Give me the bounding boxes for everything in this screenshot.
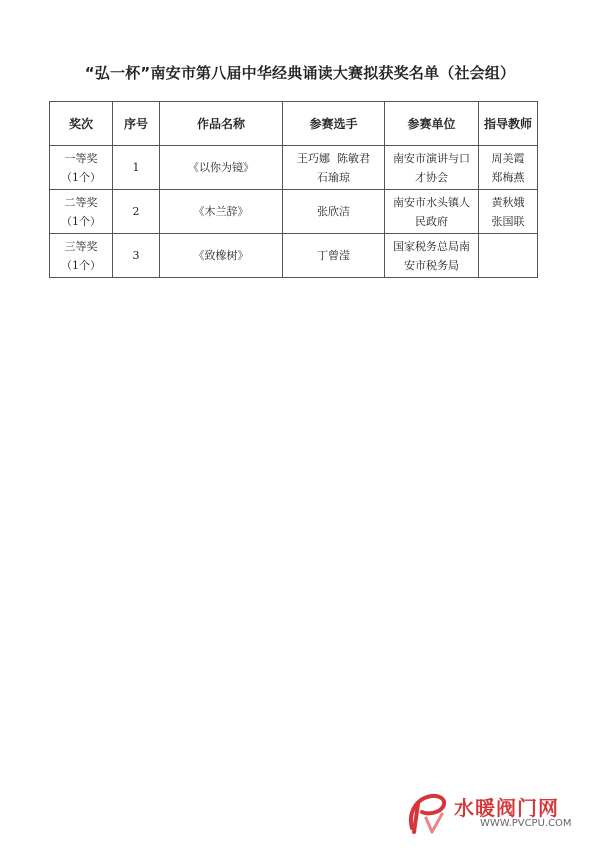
unit-line: 南安市演讲与口 [393,151,470,165]
site-watermark [402,788,592,840]
award-cell [50,146,113,190]
players-line: 石瑜琼 [317,170,350,184]
award-count: （1个） [61,214,101,228]
teacher-cell [479,146,538,190]
header-number: 序号 [113,102,160,146]
watermark-brand: 水暖阀门网 [454,796,559,820]
document-title: “弘一杯”南安市第八届中华经典诵读大赛拟获奖名单（社会组） [84,64,516,82]
table-row [50,234,538,278]
award-table [49,101,538,278]
award-name: 二等奖 [64,195,98,209]
teacher-line: 郑梅燕 [491,170,525,184]
header-unit: 参赛单位 [385,102,479,146]
players-line: 丁曾滢 [317,249,350,262]
award-count: （1个） [61,170,101,184]
unit-line: 民政府 [415,214,448,228]
unit-cell [385,234,479,278]
watermark-url: WWW.PVCPU.COM [480,818,572,829]
unit-line: 才协会 [415,170,448,184]
unit-line: 安市税务局 [404,258,459,272]
teacher-line: 周美霞 [491,151,525,165]
work-cell: 《以你为镜》 [160,146,283,190]
award-cell [50,190,113,234]
work-cell: 《木兰辞》 [160,190,283,234]
award-name: 一等奖 [64,151,98,165]
number-cell: 3 [113,234,160,278]
players-cell [283,234,385,278]
teacher-line: 黄秋娥 [491,195,525,209]
table-header-row [50,102,538,146]
header-work: 作品名称 [160,102,283,146]
unit-cell [385,146,479,190]
teacher-cell [479,190,538,234]
players-cell [283,146,385,190]
number-cell: 1 [113,146,160,190]
teacher-line: 张国联 [491,214,525,228]
unit-cell [385,190,479,234]
players-line: 王巧娜 陈敏君 [297,151,370,165]
players-line: 张欣洁 [317,205,350,218]
award-count: （1个） [61,258,101,272]
header-players: 参赛选手 [283,102,385,146]
header-teacher: 指导教师 [479,102,538,146]
unit-line: 国家税务总局南 [393,239,470,253]
work-cell: 《致橡树》 [160,234,283,278]
table-row [50,190,538,234]
table-row [50,146,538,190]
award-cell [50,234,113,278]
number-cell: 2 [113,190,160,234]
header-award: 奖次 [50,102,113,146]
unit-line: 南安市水头镇人 [393,195,470,209]
award-name: 三等奖 [64,239,98,253]
players-cell [283,190,385,234]
teacher-cell [479,234,538,278]
